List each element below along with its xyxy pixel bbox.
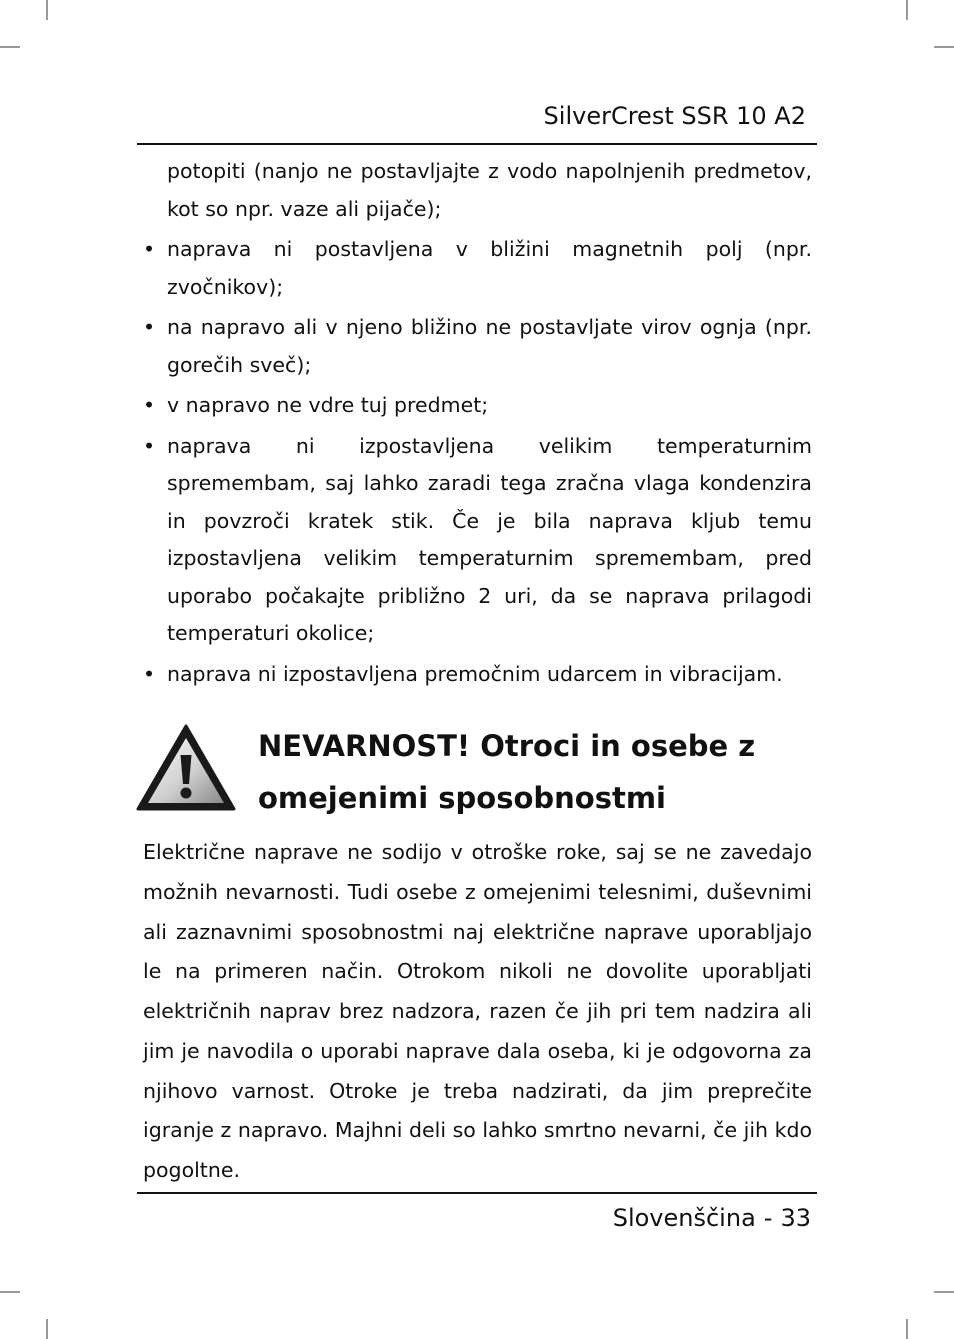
crop-mark xyxy=(906,0,908,20)
warning-body-text: Električne naprave ne sodijo v otroške roke, saj se ne zavedajo možnih nevarnosti. Tudi osebe z omejenimi telesnimi, duševnimi ali zaznavnimi sposobnostmi naj električne naprave uporabljajo le na primeren način. Otrokom nikoli ne dovolite uporabljati električnih naprav brez nadzora, razen če jih pri tem nadzira ali jim je navodila o uporabi naprave dala oseba, ki je odgovorna za njihovo varnost. Otroke je treba nadzirati, da jim preprečite igranje z napravo. Majhni deli so lahko smrtno nevarni, če jih kdo pogoltne. xyxy=(143,840,812,1182)
list-item xyxy=(143,231,812,306)
list-item xyxy=(143,656,812,694)
list-item xyxy=(143,387,812,425)
footer-rule xyxy=(137,1192,817,1194)
header-rule xyxy=(137,143,817,145)
page-number: 33 xyxy=(780,1204,811,1232)
crop-mark xyxy=(906,1319,908,1339)
footer-language: Slovenščina xyxy=(612,1204,756,1232)
list-item-text: na napravo ali v njeno bližino ne postavljate virov ognja (npr. gorečih sveč); xyxy=(167,315,812,377)
bullet-mark: • xyxy=(143,315,156,339)
crop-mark xyxy=(934,1291,954,1293)
bullet-mark: • xyxy=(143,661,156,686)
footer-separator: - xyxy=(763,1204,773,1232)
list-item-text: naprava ni postavljena v bližini magnetnih polj (npr. zvočnikov); xyxy=(167,237,812,299)
bullet-mark: • xyxy=(143,433,156,458)
page-footer xyxy=(613,1201,811,1235)
bullet-mark: • xyxy=(143,393,156,417)
header-product-title: SilverCrest SSR 10 A2 xyxy=(543,102,806,130)
crop-mark xyxy=(46,1319,48,1339)
crop-mark xyxy=(46,0,48,20)
bullet-mark: • xyxy=(143,237,156,261)
bullet-list xyxy=(143,153,812,693)
crop-mark xyxy=(934,46,954,48)
list-item-text: naprava ni izpostavljena velikim temperaturnim spremembam, saj lahko zaradi tega zračna vlaga kondenzira in povzroči kratek stik. Če je bila naprava kljub temu izpostavljena velikim temperaturnim spremembam, pred uporabo počakajte približno 2 uri, da se naprava prilagodi temperaturi okolice; xyxy=(167,433,812,645)
list-item-text: naprava ni izpostavljena premočnim udarcem in vibracijam. xyxy=(167,661,783,686)
crop-mark xyxy=(0,46,20,48)
warning-triangle-icon xyxy=(136,724,236,812)
list-continuation: potopiti (nanjo ne postavljajte z vodo napolnjenih predmetov, kot so npr. vaze ali pijače); xyxy=(167,159,812,221)
list-item xyxy=(143,309,812,384)
list-item-text: v napravo ne vdre tuj predmet; xyxy=(167,393,489,417)
crop-mark xyxy=(0,1291,20,1293)
warning-heading: NEVARNOST! Otroci in osebe z omejenimi sposobnostmi xyxy=(258,729,756,815)
list-item xyxy=(143,428,812,653)
